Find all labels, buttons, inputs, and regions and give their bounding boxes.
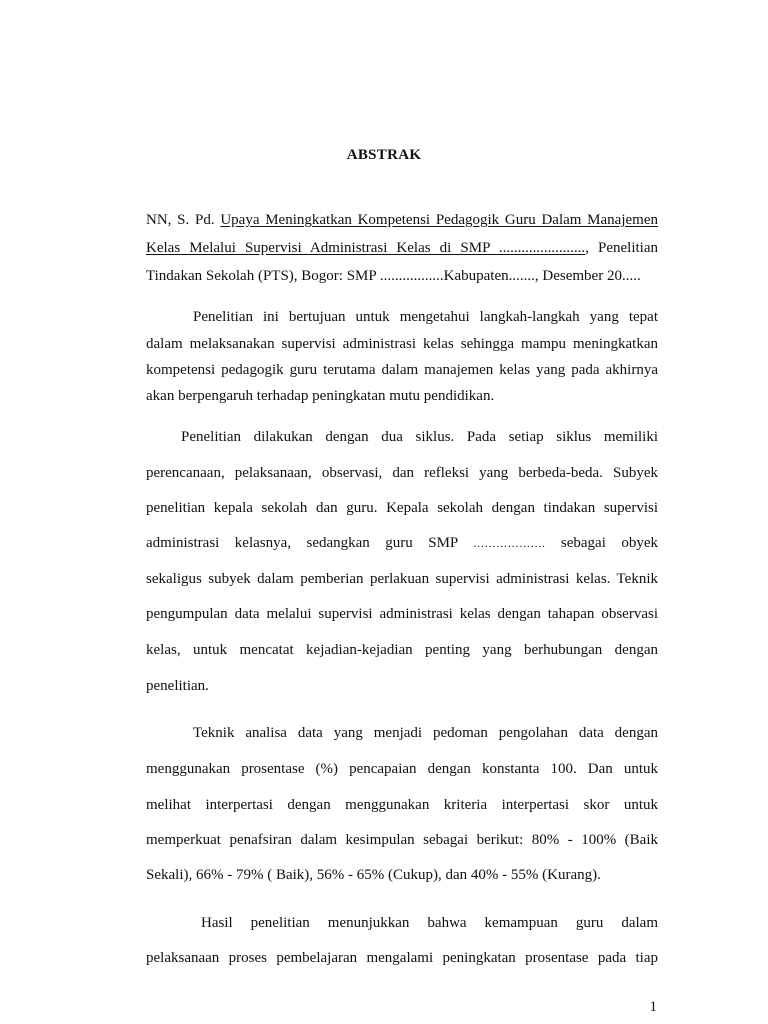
paragraph-2-line-4-start: administrasi kelasnya, sedangkan guru SMP <box>146 535 458 551</box>
paragraph-3-line-2: menggunakan prosentase (%) pencapaian dengan konstanta 100. Dan untuk <box>146 761 658 777</box>
paragraph-1-line-2: dalam melaksanakan supervisi administrasi kelas sehingga mampu meningkatkan <box>146 336 658 352</box>
citation-line-3: Tindakan Sekolah (PTS), Bogor: SMP .................Kabupaten......., Desember 20..... <box>146 268 641 284</box>
citation-author: NN, S. Pd. <box>146 212 221 228</box>
paragraph-2-line-4-end: sebagai obyek <box>560 535 658 551</box>
school-name-blank: ………………. <box>473 538 546 550</box>
paragraph-3-line-4: memperkuat penafsiran dalam kesimpulan sebagai berikut: 80% - 100% (Baik <box>146 832 658 848</box>
page-number: 1 <box>649 999 657 1015</box>
citation-title-part-1: Upaya Meningkatkan Kompetensi Pedagogik Guru Dalam Manajemen <box>220 212 658 228</box>
paragraph-1-line-1: Penelitian ini bertujuan untuk mengetahui langkah-langkah yang tepat <box>193 309 658 325</box>
citation-line-1 <box>146 210 658 230</box>
paragraph-1-line-3: kompetensi pedagogik guru terutama dalam manajemen kelas yang pada akhirnya <box>146 362 658 378</box>
paragraph-3-line-3: melihat interpertasi dengan menggunakan kriteria interpertasi skor untuk <box>146 797 658 813</box>
paragraph-1-line-4: akan berpengaruh terhadap peningkatan mutu pendidikan. <box>146 388 495 404</box>
paragraph-2-line-8: penelitian. <box>146 678 209 694</box>
page-title: ABSTRAK <box>346 147 422 163</box>
citation-type: , Penelitian <box>585 240 658 256</box>
paragraph-2-line-2: perencanaan, pelaksanaan, observasi, dan refleksi yang berbeda-beda. Subyek <box>146 465 658 481</box>
paragraph-3-line-5: Sekali), 66% - 79% ( Baik), 56% - 65% (Cukup), dan 40% - 55% (Kurang). <box>146 867 601 883</box>
paragraph-2-line-7: kelas, untuk mencatat kejadian-kejadian penting yang berhubungan dengan <box>146 642 658 658</box>
paragraph-2-line-5: sekaligus subyek dalam pemberian perlakuan supervisi administrasi kelas. Teknik <box>146 571 658 587</box>
paragraph-3-line-1: Teknik analisa data yang menjadi pedoman pengolahan data dengan <box>193 725 658 741</box>
citation-line-2 <box>146 238 658 258</box>
paragraph-2-line-3: penelitian kepala sekolah dan guru. Kepala sekolah dengan tindakan supervisi <box>146 500 658 516</box>
paragraph-4-line-2: pelaksanaan proses pembelajaran mengalami peningkatan prosentase pada tiap <box>146 950 658 966</box>
paragraph-2-line-4 <box>146 533 658 554</box>
paragraph-4-line-1: Hasil penelitian menunjukkan bahwa kemampuan guru dalam <box>201 915 658 931</box>
citation-title-part-2: Kelas Melalui Supervisi Administrasi Kelas di SMP ....................... <box>146 240 586 256</box>
paragraph-2-line-1: Penelitian dilakukan dengan dua siklus. Pada setiap siklus memiliki <box>181 429 658 445</box>
paragraph-2-line-6: pengumpulan data melalui supervisi administrasi kelas dengan tahapan observasi <box>146 606 658 622</box>
